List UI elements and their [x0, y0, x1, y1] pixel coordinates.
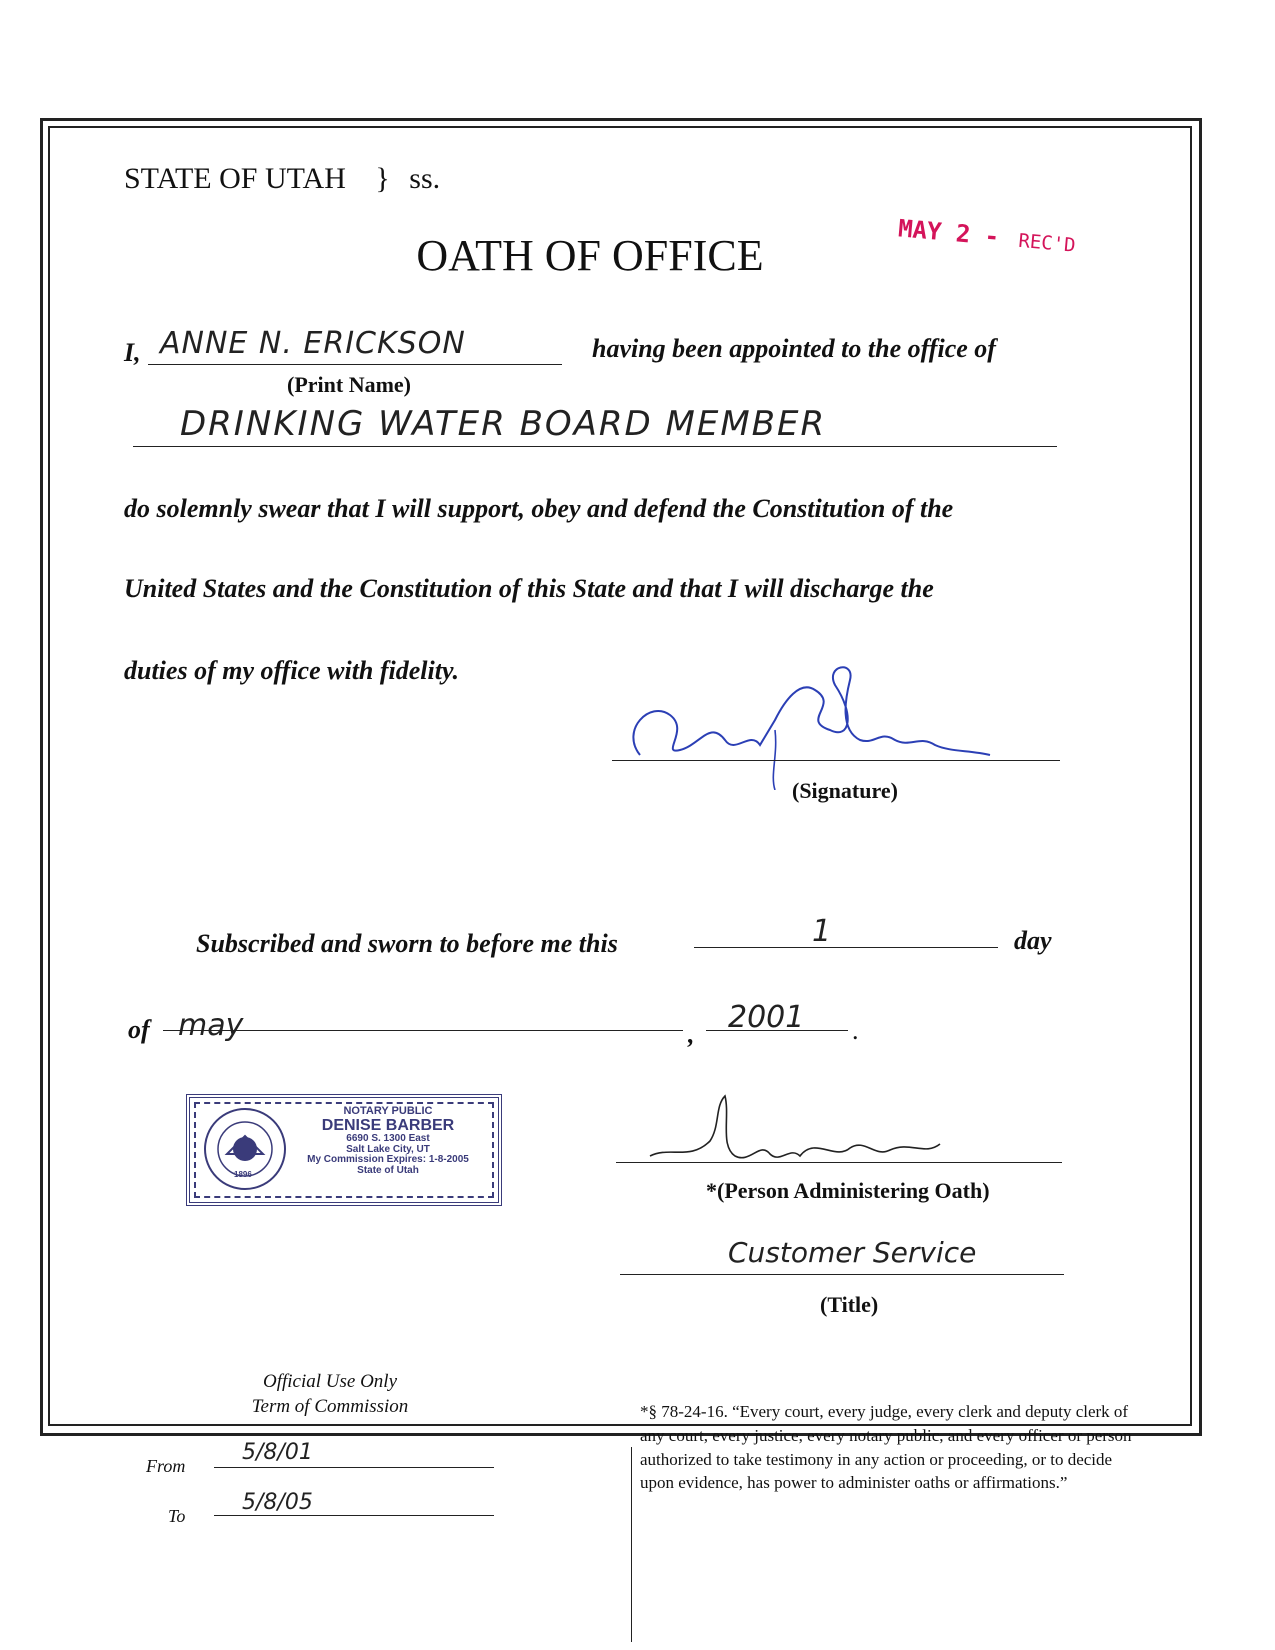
notary-seal — [186, 1094, 502, 1206]
state-heading — [124, 162, 440, 196]
administrator-label: *(Person Administering Oath) — [706, 1178, 990, 1203]
signature-label: (Signature) — [792, 778, 898, 803]
official-use-label: Official Use Only — [262, 1371, 398, 1392]
signature-ink — [600, 660, 1040, 790]
title-label: (Title) — [820, 1292, 879, 1317]
of-label: of — [128, 1015, 150, 1044]
title-line — [620, 1274, 1064, 1275]
notary-line-1: NOTARY PUBLIC — [343, 1105, 433, 1117]
to-label: To — [168, 1506, 186, 1526]
notary-text — [286, 1106, 490, 1176]
appointed-text: having been appointed to the office of — [592, 334, 996, 363]
statute-text: *§ 78-24-16. “Every court, every judge, every clerk and deputy clerk of any court, every justice, every notary public, and every officer or person authorized to take testimony in any action or proceeding, or to decide upon evidence, has power to administer oaths or affirmations.” — [640, 1402, 1132, 1493]
ss-label: ss. — [409, 162, 441, 195]
month-value: may — [178, 1008, 244, 1043]
notary-line-3: 6690 S. 1300 East — [346, 1133, 430, 1145]
page-title: OATH OF OFFICE — [416, 231, 764, 280]
day-value: 1 — [812, 914, 832, 949]
notary-line-2: DENISE BARBER — [321, 1116, 455, 1134]
date-comma: , — [688, 1020, 695, 1049]
oath-line-3: duties of my office with fidelity. — [124, 656, 460, 685]
signature-line — [612, 760, 1060, 761]
brace: } — [375, 162, 390, 195]
title-handwritten: Customer Service — [728, 1236, 977, 1269]
seal-year: 1896 — [234, 1170, 252, 1179]
to-value: 5/8/05 — [242, 1490, 313, 1515]
administrator-line — [616, 1162, 1062, 1163]
print-name-label: (Print Name) — [287, 372, 412, 397]
office-handwritten: DRINKING WATER BOARD MEMBER — [180, 404, 827, 444]
from-line — [214, 1467, 494, 1468]
office-line — [133, 446, 1057, 447]
year-period: . — [852, 1016, 859, 1045]
to-line — [214, 1515, 494, 1516]
received-date: MAY 2 - — [897, 214, 1001, 252]
notary-line-5: My Commission Expires: 1-8-2005 — [307, 1154, 469, 1166]
notary-line-6: State of Utah — [357, 1164, 419, 1176]
oath-prefix: I, — [124, 338, 141, 367]
notary-line-4: Salt Lake City, UT — [346, 1143, 430, 1155]
from-label: From — [146, 1456, 186, 1476]
year-value: 2001 — [728, 1000, 805, 1035]
day-label: day — [1014, 926, 1052, 955]
oath-line-2: United States and the Constitution of this State and that I will discharge the — [124, 574, 934, 603]
footer-divider — [631, 1447, 632, 1642]
state-seal-icon — [202, 1106, 288, 1192]
term-of-commission-label: Term of Commission — [251, 1395, 409, 1417]
from-value: 5/8/01 — [242, 1440, 313, 1465]
subscribed-text: Subscribed and sworn to before me this — [196, 929, 618, 958]
received-label: REC'D — [1017, 229, 1077, 257]
state-label: STATE OF UTAH — [124, 162, 346, 195]
name-line — [148, 364, 562, 365]
day-line — [694, 947, 998, 948]
oath-line-1: do solemnly swear that I will support, obey and defend the Constitution of the — [124, 494, 954, 523]
name-handwritten: ANNE N. ERICKSON — [160, 326, 466, 361]
official-use-heading — [200, 1370, 460, 1419]
